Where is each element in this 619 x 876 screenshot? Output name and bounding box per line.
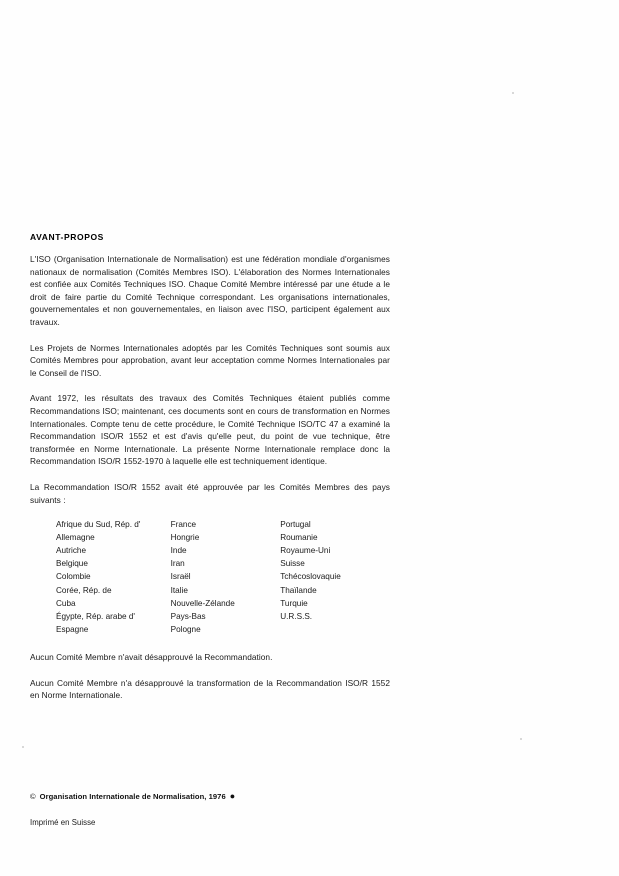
country-cell: Suisse — [280, 559, 305, 569]
paragraph-foreword-2: Les Projets de Normes Internationales adoptés par les Comités Techniques sont soumis aux Comités Membres pour approbation, avant leur acceptation comme Normes Internationales par le Conseil de l'ISO. — [30, 342, 390, 378]
paragraph-foreword-3: Avant 1972, les résultats des travaux des Comités Techniques étaient publiés comme Recommandations ISO; maintenant, ces documents sont en cours de transformation en Normes Internationales. Compte tenu de cette procédure, le Comité Technique ISO/TC 47 a examiné la Recommandation ISO/R 1552 et est d'avis qu'elle peut, du point de vue technique, être transformée en Norme Internationale. La présente Norme Internationale remplace donc la Recommandation ISO/R 1552-1970 à laquelle elle est techniquement identique. — [30, 393, 390, 467]
country-cell: Pologne — [170, 624, 201, 634]
country-cell: Israël — [170, 572, 191, 582]
page-footer — [30, 792, 430, 827]
paper-speck — [512, 92, 514, 94]
country-cell: Allemagne — [56, 533, 95, 543]
country-cell: Belgique — [56, 559, 88, 569]
country-cell: Iran — [170, 559, 185, 569]
country-cell: Italie — [170, 585, 188, 595]
country-cell: Afrique du Sud, Rép. d' — [56, 520, 141, 530]
paragraph-foreword-4: La Recommandation ISO/R 1552 avait été approuvée par les Comités Membres des pays suivants : — [30, 481, 390, 505]
country-cell: Thaïlande — [280, 585, 317, 595]
country-cell: Cuba — [56, 598, 76, 608]
country-cell: France — [170, 520, 197, 530]
country-cell: Inde — [170, 546, 187, 556]
country-cell — [280, 624, 390, 637]
page-title: AVANT-PROPOS — [30, 232, 104, 242]
country-cell: Colombie — [56, 572, 91, 582]
country-cell: Turquie — [280, 598, 308, 608]
copyright-text: Organisation Internationale de Normalisation, 1976 — [39, 792, 226, 801]
country-cell: Autriche — [56, 546, 87, 556]
country-cell: Égypte, Rép. arabe d' — [56, 611, 135, 621]
table-row — [56, 624, 390, 637]
table-row — [56, 611, 390, 624]
table-row — [56, 598, 390, 611]
table-row — [56, 545, 390, 558]
paragraph-closing-2: Aucun Comité Membre n'a désapprouvé la transformation de la Recommandation ISO/R 1552 en Norme Internationale. — [30, 677, 390, 701]
end-mark-icon: ● — [229, 791, 236, 801]
table-row — [56, 571, 390, 584]
country-cell: U.R.S.S. — [280, 611, 313, 621]
copyright-icon: © — [30, 792, 36, 801]
table-row — [56, 585, 390, 598]
country-cell: Nouvelle-Zélande — [170, 598, 235, 608]
country-cell: Pays-Bas — [170, 611, 206, 621]
country-cell: Royaume-Uni — [280, 546, 331, 556]
country-cell: Roumanie — [280, 533, 318, 543]
paper-speck — [22, 746, 24, 748]
document-body — [30, 232, 390, 715]
country-cell: Portugal — [280, 520, 311, 530]
copyright-line — [30, 792, 430, 801]
country-cell: Hongrie — [170, 533, 200, 543]
country-cell: Tchécoslovaquie — [280, 572, 341, 582]
member-countries-table — [56, 519, 390, 637]
table-row — [56, 519, 390, 532]
country-cell: Espagne — [56, 624, 89, 634]
printed-in-line: Imprimé en Suisse — [30, 818, 96, 827]
table-row — [56, 532, 390, 545]
country-cell: Corée, Rép. de — [56, 585, 112, 595]
paper-speck — [520, 738, 522, 740]
paragraph-foreword-1: L'ISO (Organisation Internationale de Normalisation) est une fédération mondiale d'organismes nationaux de normalisation (Comités Membres ISO). L'élaboration des Normes Internationales est confiée aux Comités Techniques ISO. Chaque Comité Membre intéressé par une étude a le droit de faire partie du Comité Technique correspondant. Les organisations internationales, gouvernementales et non gouvernementales, en liaison avec l'ISO, participent également aux travaux. — [30, 254, 390, 327]
paragraph-closing-1: Aucun Comité Membre n'avait désapprouvé la Recommandation. — [30, 651, 273, 662]
table-row — [56, 558, 390, 571]
